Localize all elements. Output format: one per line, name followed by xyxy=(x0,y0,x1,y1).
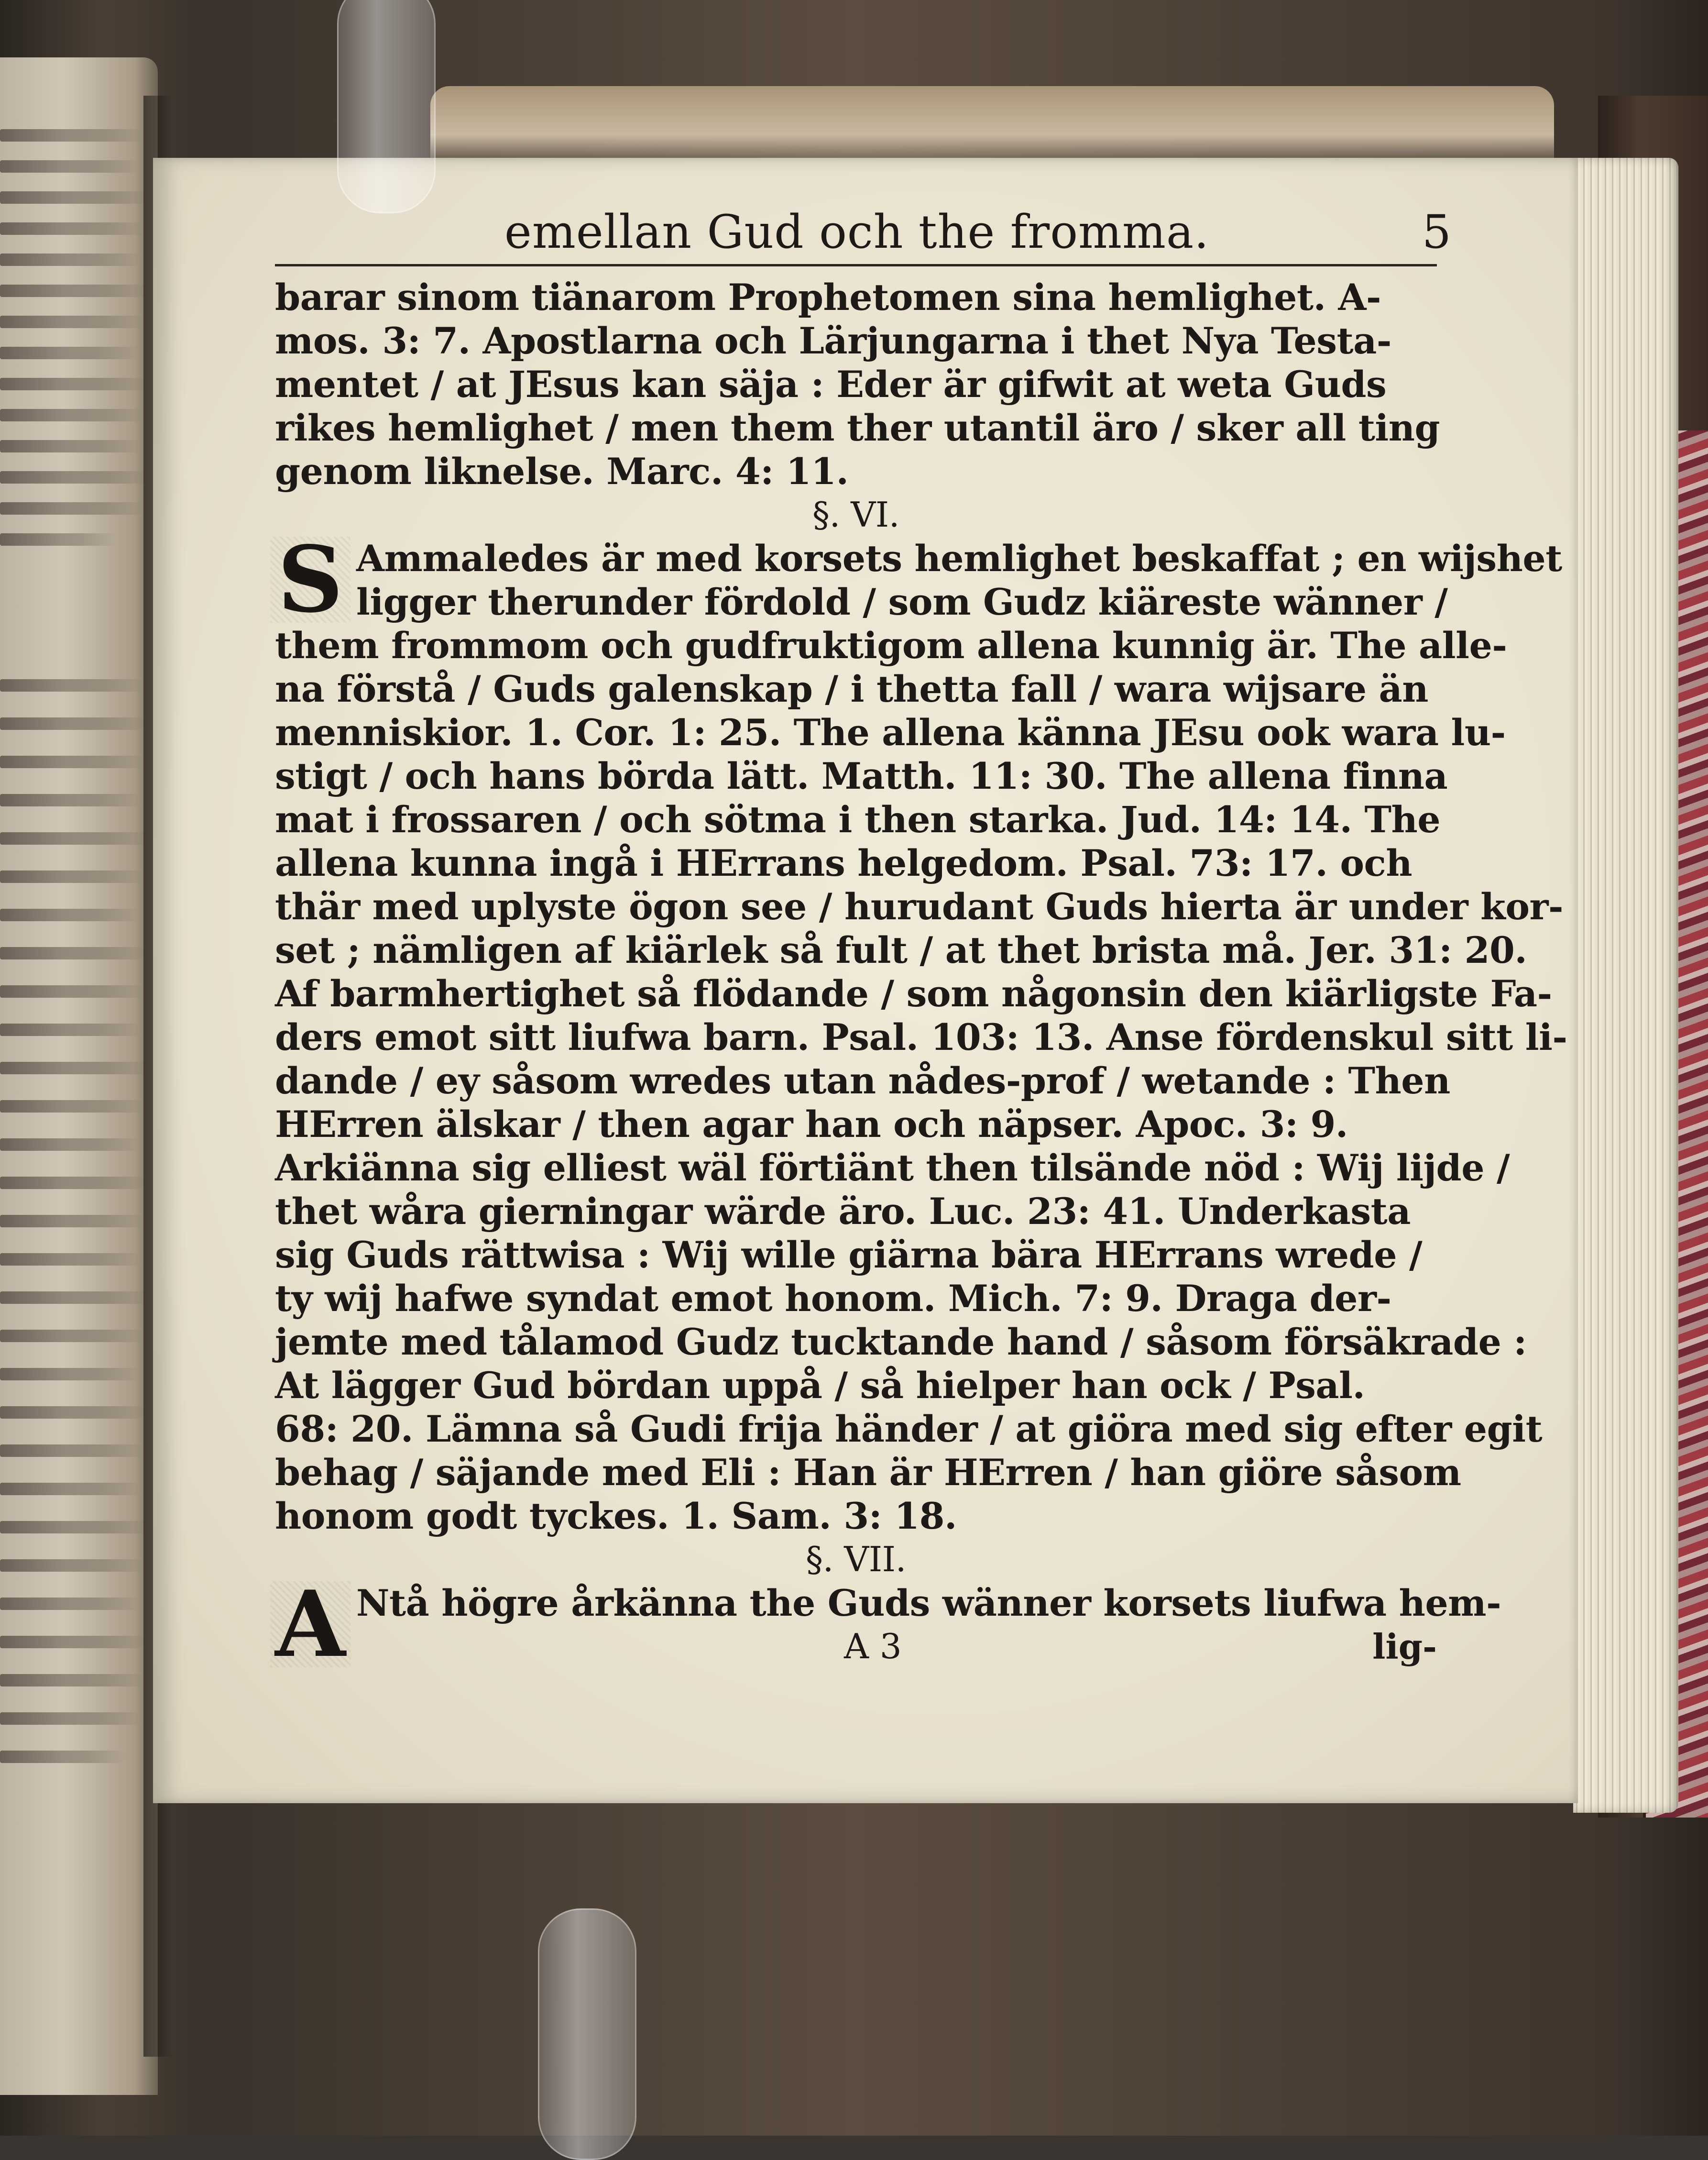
text-line: ligger therunder fördold / som Gudz kiäreste wänner / xyxy=(356,581,1448,623)
text-line: genom liknelse. Marc. 4: 11. xyxy=(275,450,849,493)
head-rule xyxy=(275,264,1437,266)
text-line: rikes hemlighet / men them ther utantil äro / sker all ting xyxy=(275,407,1440,449)
text-line: mat i frossaren / och sötma i then starka. Jud. 14: 14. The xyxy=(275,798,1441,841)
text-line: thär med uplyste ögon see / hurudant Guds hierta är under kor- xyxy=(275,885,1564,928)
text-line: 68: 20. Lämna så Gudi frija händer / at giöra med sig efter egit xyxy=(275,1408,1543,1450)
catchword: lig- xyxy=(1372,1626,1437,1667)
text-line: At lägger Gud bördan uppå / så hielper han ock / Psal. xyxy=(275,1364,1365,1407)
text-line: allena kunna ingå i HErrans helgedom. Psal. 73: 17. och xyxy=(275,842,1412,884)
text-line: behag / säjande med Eli : Han är HErren / han giöre såsom xyxy=(275,1451,1461,1494)
glass-page-clip-bottom xyxy=(538,1908,636,2160)
text-line: ty wij hafwe syndat emot honom. Mich. 7: 9. Draga der- xyxy=(275,1277,1391,1320)
worn-top-edge xyxy=(430,86,1554,167)
text-line: jemte med tålamod Gudz tucktande hand / såsom försäkrade : xyxy=(275,1321,1527,1363)
text-block xyxy=(275,201,1567,1677)
signature-mark: A 3 xyxy=(844,1626,902,1666)
body-text xyxy=(275,276,1567,1677)
section-heading-vi: §. VI. xyxy=(812,495,900,535)
page-right xyxy=(153,158,1578,1803)
text-line: mos. 3: 7. Apostlarna och Lärjungarna i thet Nya Testa- xyxy=(275,320,1391,362)
text-line: thet wåra gierningar wärde äro. Luc. 23: 41. Underkasta xyxy=(275,1190,1411,1233)
text-line: Ammaledes är med korsets hemlighet beskaffat ; en wijshet xyxy=(356,537,1562,580)
text-line: Af barmhertighet så flödande / som någonsin den kiärligste Fa- xyxy=(275,972,1552,1015)
text-line: barar sinom tiänarom Prophetomen sina hemlighet. A- xyxy=(275,276,1381,319)
text-line: set ; nämligen af kiärlek så fult / at thet brista må. Jer. 31: 20. xyxy=(275,929,1527,971)
page-footer xyxy=(275,1625,1437,1668)
running-head xyxy=(275,201,1451,273)
text-line: Ntå högre årkänna the Guds wänner korsets liufwa hem- xyxy=(356,1582,1501,1624)
text-line: honom godt tyckes. 1. Sam. 3: 18. xyxy=(275,1495,957,1537)
paragraph-vi xyxy=(275,526,1562,633)
text-line: HErren älskar / then agar han och näpser. Apoc. 3: 9. xyxy=(275,1103,1348,1146)
text-line: na förstå / Guds galenskap / i thetta fall / wara wijsare än xyxy=(275,668,1429,710)
drop-cap-a: A xyxy=(270,1581,350,1667)
page-edges xyxy=(1573,158,1678,1813)
running-title: emellan Gud och the fromma. xyxy=(504,205,1209,259)
text-line: stigt / och hans bördа lätt. Matth. 11: 30. The allena finna xyxy=(275,755,1448,797)
text-line: dande / ey såsom wredes utan nådes-prof / wetande : Then xyxy=(275,1059,1450,1102)
drop-cap-s: S xyxy=(270,537,350,623)
paragraph-vii xyxy=(275,1571,1501,1677)
facing-page-left xyxy=(0,57,158,2095)
text-line: menniskior. 1. Cor. 1: 25. The allena känna JEsu ook wara lu- xyxy=(275,711,1506,754)
text-line: them frommom och gudfruktigom allena kunnig är. The alle- xyxy=(275,624,1507,667)
text-line: ders emot sitt liufwa barn. Psal. 103: 13. Anse fördenskul sitt li- xyxy=(275,1016,1567,1058)
text-line: sig Guds rättwisa : Wij wille giärna bära HErrans wrede / xyxy=(275,1234,1423,1276)
page-number: 5 xyxy=(1422,205,1451,259)
glass-page-clip-top xyxy=(337,0,436,213)
text-line: Arkiänna sig elliest wäl förtiänt then tilsände nöd : Wij lijde / xyxy=(275,1146,1510,1189)
text-line: mentet / at JEsus kan säja : Eder är gifwit at weta Guds xyxy=(275,363,1387,406)
section-heading-vii: §. VII. xyxy=(805,1539,907,1579)
